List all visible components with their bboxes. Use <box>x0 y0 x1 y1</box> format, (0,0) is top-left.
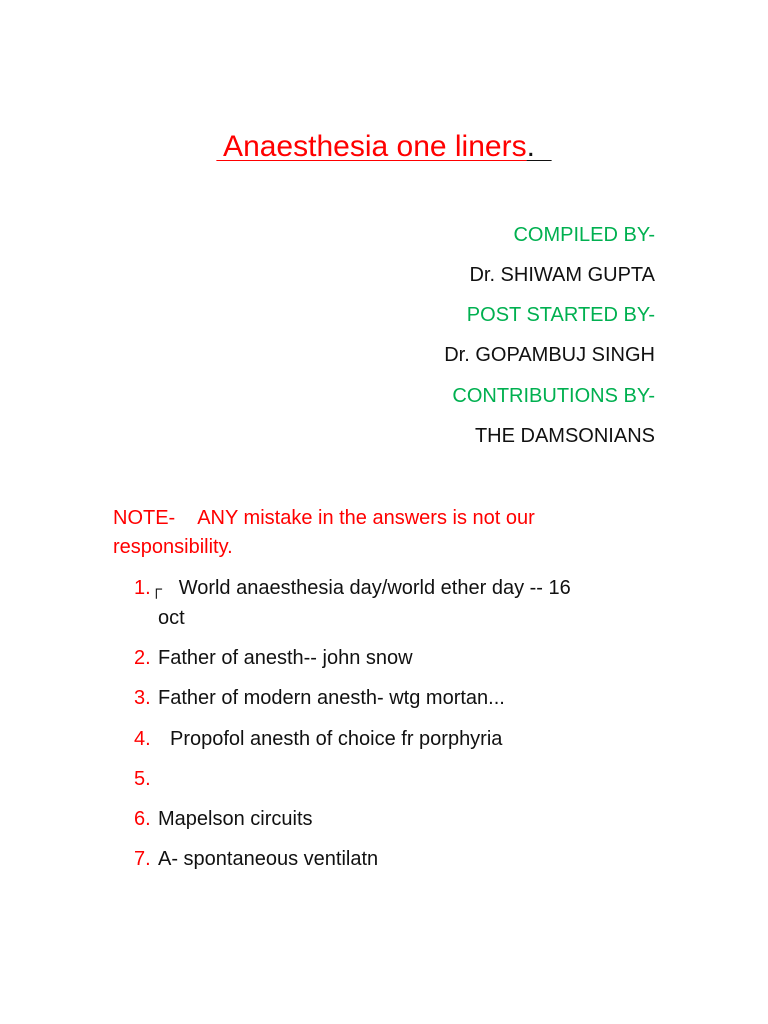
list-item-text: World anaesthesia day/world ether day -- 16 <box>178 577 571 599</box>
list-item-text: Propofol anesth of choice fr porphyria <box>170 728 503 750</box>
list-item-number: 6. <box>134 808 151 830</box>
list-item-text: Mapelson circuits <box>158 808 313 830</box>
list-item <box>134 644 654 672</box>
list-item-text: Father of anesth-- john snow <box>158 647 413 669</box>
list-item-text: Father of modern anesth- wtg mortan... <box>158 687 505 709</box>
list-item <box>134 725 654 753</box>
contributions-by-name: THE DAMSONIANS <box>474 425 655 447</box>
bracket-icon: ┌ <box>150 581 163 598</box>
list-item-continuation: oct <box>158 607 185 629</box>
post-started-by-name: Dr. GOPAMBUJ SINGH <box>444 344 655 366</box>
note-label: NOTE- <box>113 507 176 529</box>
list-item-number: 4. <box>134 728 151 750</box>
list-item <box>134 805 654 833</box>
note-text: ANY mistake in the answers is not our responsibility. <box>113 507 535 558</box>
list-item-number: 1. <box>134 577 151 599</box>
list-item-number: 7. <box>134 848 151 870</box>
list-item <box>134 684 654 712</box>
title-period: . <box>526 130 552 163</box>
list-item <box>134 845 654 873</box>
list-item <box>134 574 654 632</box>
post-started-by-label: POST STARTED BY- <box>466 304 655 326</box>
compiled-by-name: Dr. SHIWAM GUPTA <box>469 264 655 286</box>
compiled-by-label: COMPILED BY- <box>513 224 655 246</box>
list-item-number: 5. <box>134 768 151 790</box>
contributions-by-label: CONTRIBUTIONS BY- <box>452 385 655 407</box>
document-title <box>0 128 768 166</box>
list-item-number: 2. <box>134 647 151 669</box>
title-text: Anaesthesia one liners <box>216 130 527 163</box>
list-item-text: A- spontaneous ventilatn <box>158 848 379 870</box>
list-item <box>134 765 654 793</box>
disclaimer-note <box>113 504 633 562</box>
list-item-number: 3. <box>134 687 151 709</box>
